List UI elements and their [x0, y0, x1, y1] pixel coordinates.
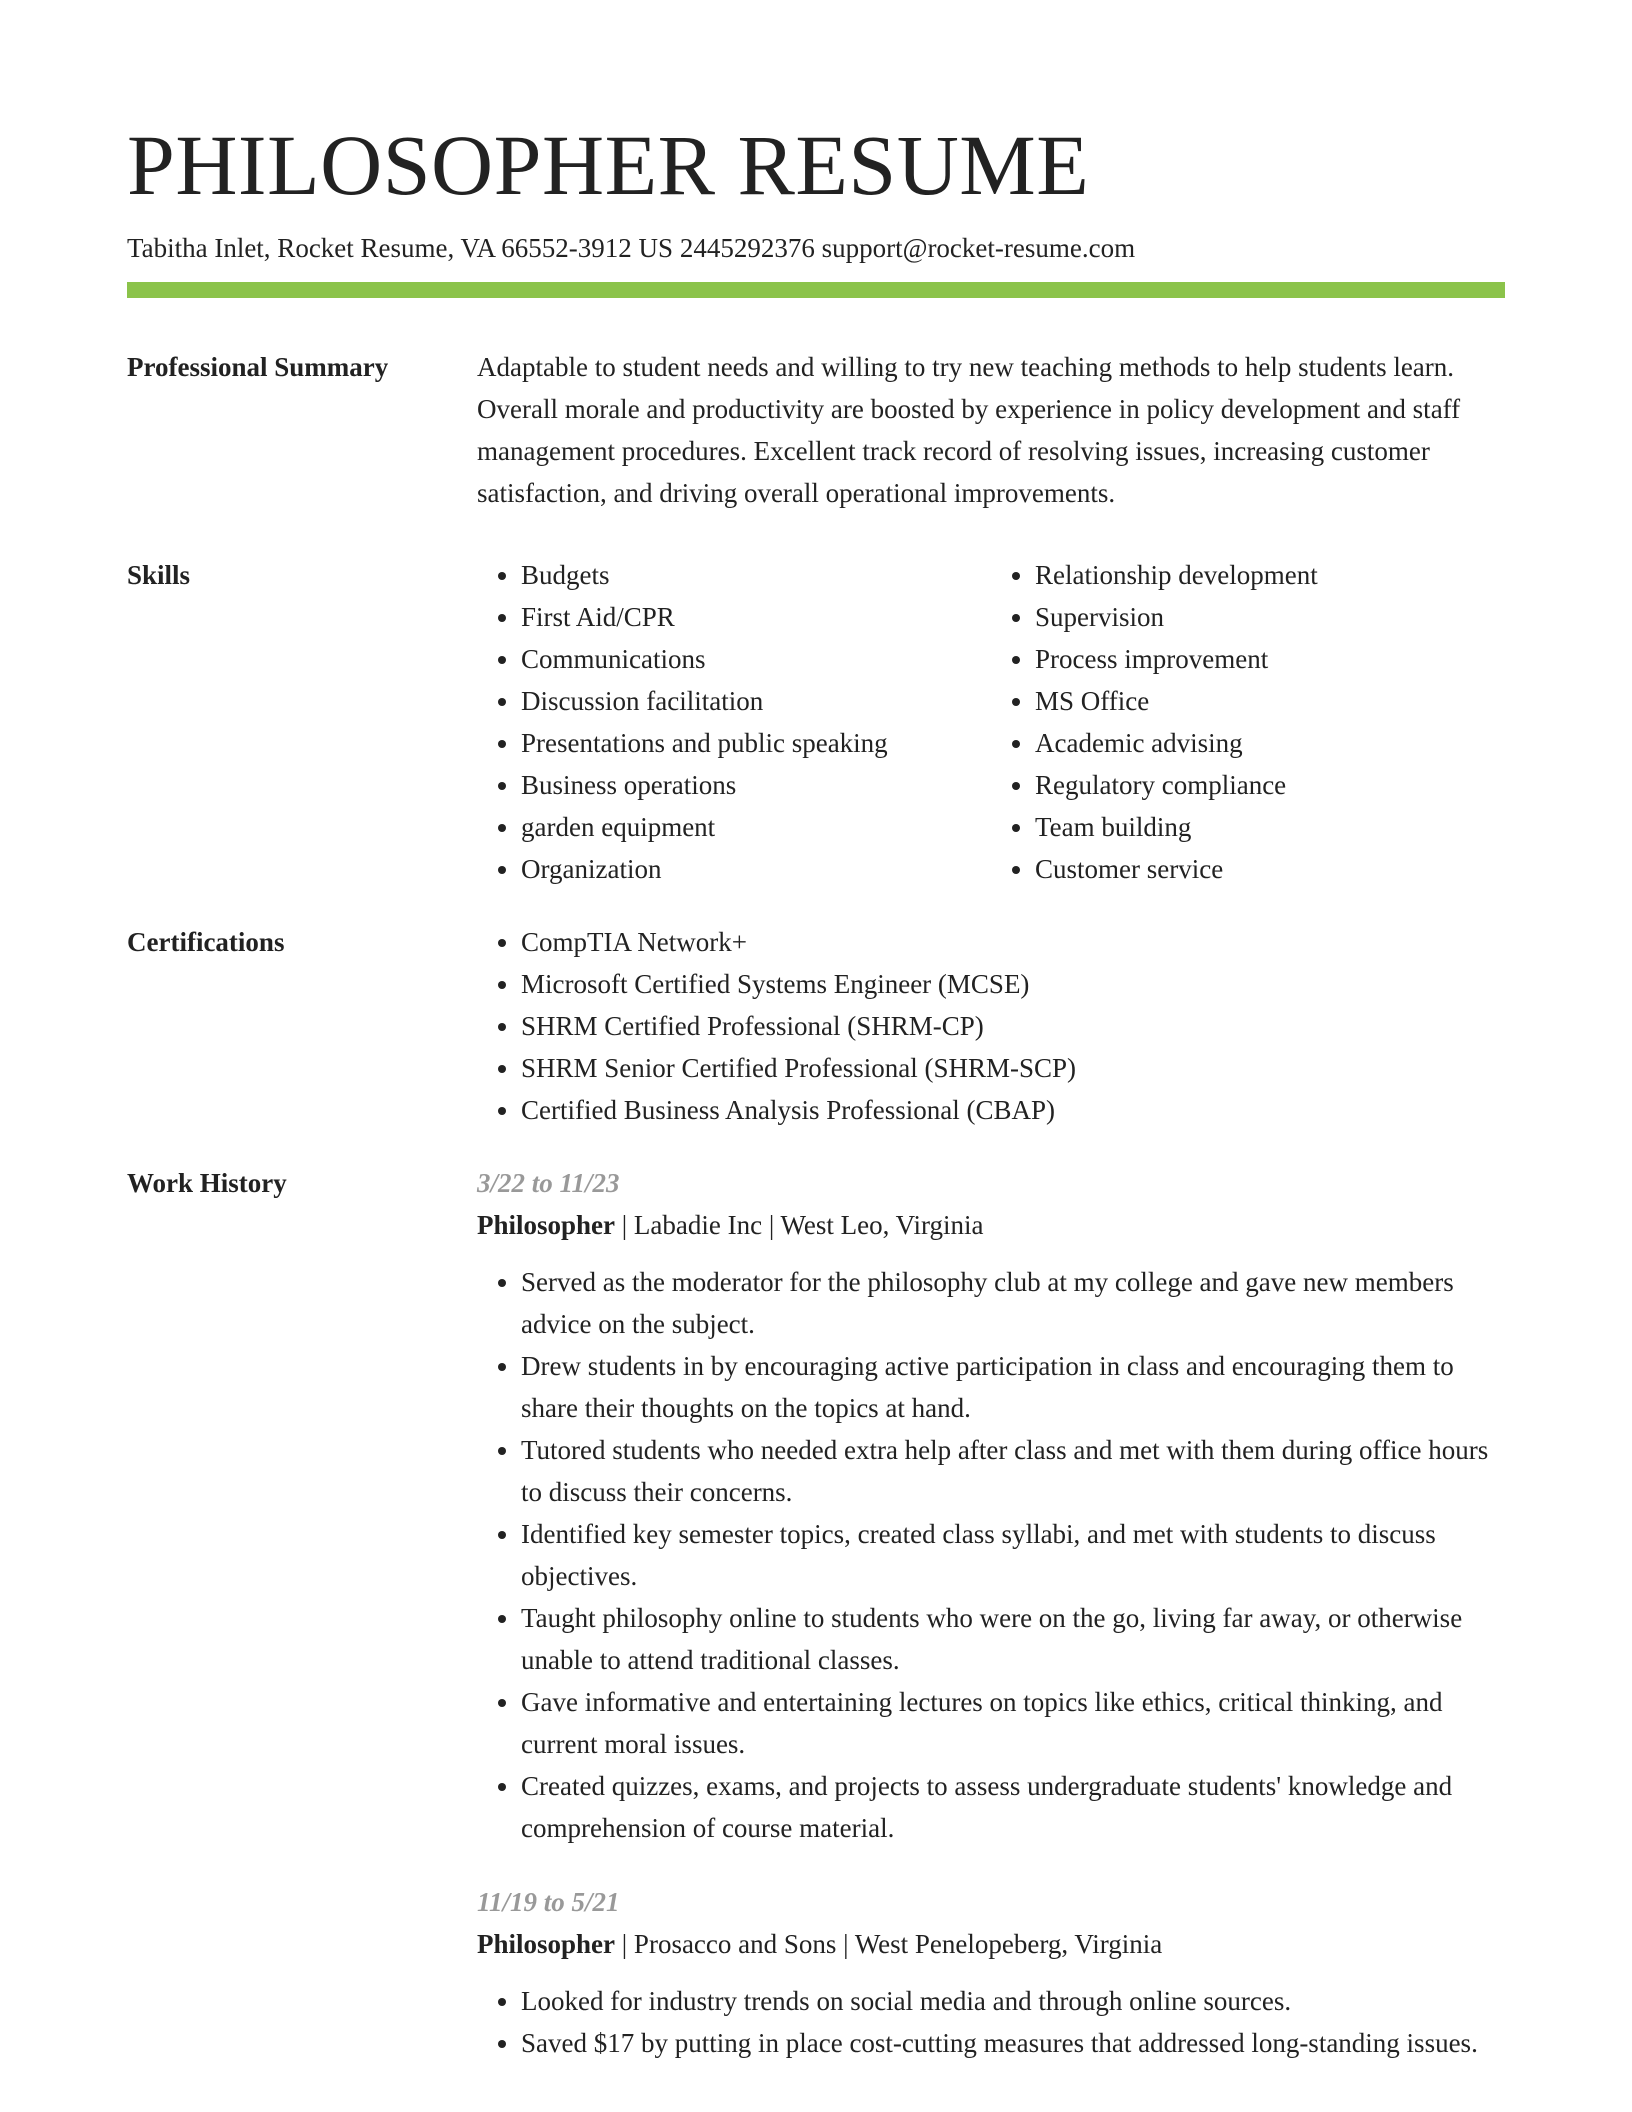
skill-item: • Regulatory compliance [1035, 764, 1505, 806]
skills-label: Skills [127, 559, 191, 590]
work-history-section [127, 1162, 1505, 2064]
job-bullet: • Identified key semester topics, created class syllabi, and met with students to discuss objectives. [521, 1513, 1505, 1597]
skill-item: • Process improvement [1035, 638, 1505, 680]
job-bullet-list [477, 1261, 1505, 1849]
job-details: | Labadie Inc | West Leo, Virginia [615, 1209, 984, 1240]
job-entry [477, 1162, 1505, 1849]
certification-item: • Certified Business Analysis Professional (CBAP) [521, 1089, 1505, 1131]
certification-item: • Microsoft Certified Systems Engineer (MCSE) [521, 963, 1505, 1005]
skills-list-right [991, 554, 1505, 890]
contact-address: Tabitha Inlet, Rocket Resume, VA 66552-3912 US [127, 232, 674, 263]
skill-item: • Business operations [521, 764, 991, 806]
resume-title: PHILOSOPHER RESUME [127, 117, 1090, 213]
contact-email: support@rocket-resume.com [821, 232, 1136, 263]
skill-item: • Team building [1035, 806, 1505, 848]
job-heading [477, 1204, 1505, 1246]
skill-item: • Academic advising [1035, 722, 1505, 764]
summary-label: Professional Summary [127, 351, 389, 382]
contact-phone: 2445292376 [679, 232, 815, 263]
certifications-list [477, 921, 1505, 1131]
job-bullet: • Served as the moderator for the philosophy club at my college and gave new members advice on the subject. [521, 1261, 1505, 1345]
skill-item: • Relationship development [1035, 554, 1505, 596]
job-details: | Prosacco and Sons | West Penelopeberg, Virginia [615, 1928, 1163, 1959]
job-title: Philosopher [477, 1928, 616, 1959]
skill-item: • Discussion facilitation [521, 680, 991, 722]
skill-item: • MS Office [1035, 680, 1505, 722]
summary-body [477, 346, 1505, 514]
skill-item: • garden equipment [521, 806, 991, 848]
job-dates: 11/19 to 5/21 [477, 1886, 620, 1917]
job-bullet: • Taught philosophy online to students who were on the go, living far away, or otherwise unable to attend traditional classes. [521, 1597, 1505, 1681]
certification-item: • CompTIA Network+ [521, 921, 1505, 963]
skills-section [127, 554, 1505, 890]
contact-line [127, 231, 1505, 266]
certifications-body [477, 921, 1505, 1131]
job-bullet: • Gave informative and entertaining lectures on topics like ethics, critical thinking, and current moral issues. [521, 1681, 1505, 1765]
summary-section [127, 346, 1505, 514]
certifications-section [127, 921, 1505, 1131]
work-history-label: Work History [127, 1167, 287, 1198]
skill-item: • Communications [521, 638, 991, 680]
skill-item: • Customer service [1035, 848, 1505, 890]
job-heading [477, 1923, 1505, 1965]
skill-item: • Supervision [1035, 596, 1505, 638]
summary-text: Adaptable to student needs and willing to try new teaching methods to help students learn. Overall morale and productivity are boosted by experience in policy development and staff management procedures. Excellent track record of resolving issues, increasing customer satisfaction, and driving overall operational improvements. [477, 351, 1461, 508]
skills-list-left [477, 554, 991, 890]
job-bullet: • Created quizzes, exams, and projects to assess undergraduate students' knowledge and comprehension of course material. [521, 1765, 1505, 1849]
skill-item: • Budgets [521, 554, 991, 596]
job-bullet: • Looked for industry trends on social media and through online sources. [521, 1980, 1505, 2022]
certification-item: • SHRM Senior Certified Professional (SHRM-SCP) [521, 1047, 1505, 1089]
certifications-label: Certifications [127, 926, 285, 957]
job-bullet-list [477, 1980, 1505, 2064]
job-title: Philosopher [477, 1209, 616, 1240]
job-bullet: • Saved $17 by putting in place cost-cutting measures that addressed long-standing issues. [521, 2022, 1505, 2064]
skill-item: • Organization [521, 848, 991, 890]
work-history-body [477, 1162, 1505, 2064]
job-dates: 3/22 to 11/23 [477, 1167, 620, 1198]
certification-item: • SHRM Certified Professional (SHRM-CP) [521, 1005, 1505, 1047]
job-entry [477, 1881, 1505, 2064]
skill-item: • Presentations and public speaking [521, 722, 991, 764]
header-divider [127, 282, 1505, 298]
skill-item: • First Aid/CPR [521, 596, 991, 638]
job-bullet: • Drew students in by encouraging active participation in class and encouraging them to share their thoughts on the topics at hand. [521, 1345, 1505, 1429]
job-bullet: • Tutored students who needed extra help after class and met with them during office hours to discuss their concerns. [521, 1429, 1505, 1513]
skills-body [477, 554, 1505, 890]
